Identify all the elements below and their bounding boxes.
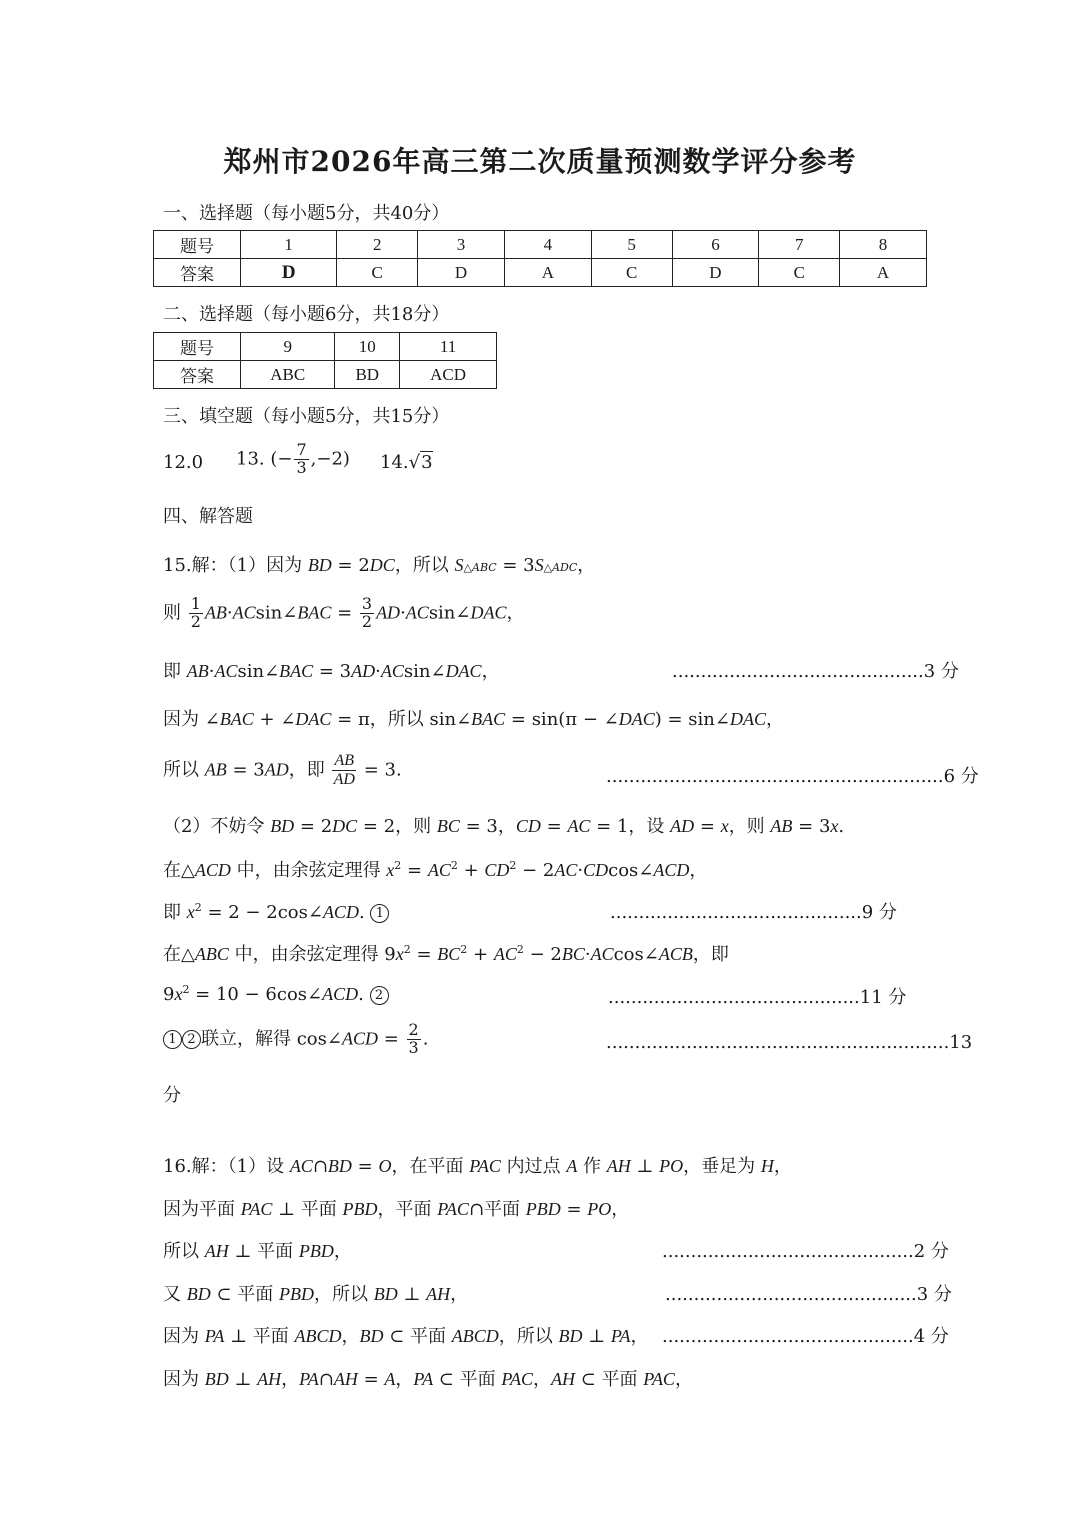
answer-cell: D: [241, 259, 337, 287]
table-row: [154, 259, 927, 287]
page-title: 郑州市2026年高三第二次质量预测数学评分参考: [223, 145, 857, 178]
answer-cell: C: [337, 259, 418, 287]
number-cell: 4: [504, 231, 591, 259]
answer-cell: A: [840, 259, 927, 287]
score-11: ............................................11 分: [608, 987, 907, 1008]
fill-q12-answer: 12.0: [163, 452, 204, 473]
score-6: ...........................................................6 分: [606, 766, 979, 787]
circled-1-icon: 1: [370, 904, 389, 923]
score-9: ............................................9 分: [610, 902, 897, 923]
table-row: [154, 333, 497, 361]
score-13-unit: 分: [163, 1085, 181, 1106]
answer-label-cell: 答案: [154, 259, 241, 287]
number-cell: 9: [241, 333, 335, 361]
number-cell: 5: [591, 231, 672, 259]
q16-line-4: 又 BD ⊂ 平面 PBD，所以 BD ⊥ AH，: [163, 1284, 469, 1305]
q15-line-6: （2）不妨令 BD = 2DC = 2，则 BC = 3，CD = AC = 1，设 AD = x，则 AB = 3x.: [163, 816, 845, 837]
score-16-2: ............................................2 分: [662, 1241, 949, 1262]
fill-q13-answer: 13. (− $\frac{7}{3}$ ,−2): [236, 440, 350, 477]
q16-line-1: 16.解：（1）设 AC∩BD = O，在平面 PAC 内过点 A 作 AH ⊥ PO，垂足为 H，: [163, 1156, 792, 1177]
q15-line-1: 15.解：（1）因为 BD = 2DC，所以 S△ABC = 3S△ADC，: [163, 555, 596, 576]
number-cell: 8: [840, 231, 927, 259]
answer-cell: C: [591, 259, 672, 287]
table-row: [154, 361, 497, 389]
header-label-cell: 题号: [154, 333, 241, 361]
number-cell: 11: [400, 333, 497, 361]
score-16-3: ............................................3 分: [665, 1284, 952, 1305]
score-16-4: ............................................4 分: [662, 1326, 949, 1347]
q16-line-6: 因为 BD ⊥ AH，PA∩AH = A，PA ⊂ 平面 PAC，AH ⊂ 平面 PAC，: [163, 1369, 693, 1390]
q15-line-4: 因为 ∠BAC + ∠DAC = π，所以 sin∠BAC = sin(π − ∠DAC) = sin∠DAC，: [163, 709, 784, 730]
number-cell: 3: [418, 231, 505, 259]
table-row: [154, 231, 927, 259]
score-3: ............................................3 分: [672, 661, 959, 682]
choice-answer-table-2: [153, 332, 497, 389]
section-3-heading: 三、填空题（每小题5分，共15分）: [163, 406, 450, 427]
q15-line-3: 即 AB·ACsin∠BAC = 3AD·ACsin∠DAC，: [163, 661, 500, 682]
number-cell: 2: [337, 231, 418, 259]
header-label-cell: 题号: [154, 231, 241, 259]
fraction: $\frac{7}{3}$: [296, 440, 307, 477]
q15-line-10: $9x^2 = 10$ − 6cos∠ACD. 2: [163, 983, 389, 1005]
score-13: ............................................................13: [606, 1032, 973, 1053]
fill-q14-answer: 14.√3: [380, 452, 433, 473]
answer-cell: A: [504, 259, 591, 287]
q15-line-5: 所以 AB = 3AD，即 $\frac{AB}{AD}$ = 3.: [163, 752, 402, 788]
choice-answer-table-1: [153, 230, 927, 287]
q15-line-8: 即 $x^2 = 2$ − 2cos∠ACD. 1: [163, 898, 389, 924]
number-cell: 7: [759, 231, 840, 259]
section-2-heading: 二、选择题（每小题6分，共18分）: [163, 304, 450, 325]
circled-2-icon: 2: [182, 1030, 201, 1049]
sqrt-sign: √: [408, 452, 421, 473]
answer-cell: BD: [335, 361, 400, 389]
number-cell: 6: [672, 231, 759, 259]
number-cell: 10: [335, 333, 400, 361]
answer-cell: ACD: [400, 361, 497, 389]
q16-line-5: 因为 PA ⊥ 平面 ABCD，BD ⊂ 平面 ABCD，所以 BD ⊥ PA，: [163, 1326, 649, 1347]
circled-2-icon: 2: [370, 986, 389, 1005]
section-4-heading: 四、解答题: [163, 506, 253, 527]
answer-cell: ABC: [241, 361, 335, 389]
q16-line-3: 所以 AH ⊥ 平面 PBD，: [163, 1241, 352, 1262]
answer-cell: C: [759, 259, 840, 287]
section-1-heading: 一、选择题（每小题5分，共40分）: [163, 203, 450, 224]
number-cell: 1: [241, 231, 337, 259]
circled-1-icon: 1: [163, 1030, 182, 1049]
answer-cell: D: [672, 259, 759, 287]
q16-line-2: 因为平面 PAC ⊥ 平面 PBD，平面 PAC∩平面 PBD = PO，: [163, 1199, 630, 1220]
q15-line-9: 在△ABC 中，由余弦定理得 $9x^2 = BC^2 + AC^2$ − 2BC·ACcos∠ACB，即: [163, 943, 729, 965]
q15-line-7: 在△ACD 中，由余弦定理得 $x^2 = AC^2 + CD^2$ − 2AC·CDcos∠ACD，: [163, 859, 708, 881]
answer-label-cell: 答案: [154, 361, 241, 389]
answer-cell: D: [418, 259, 505, 287]
q15-line-11: 1 2 联立，解得 cos∠ACD = $\frac{2}{3}$ .: [163, 1022, 428, 1057]
q15-line-2: 则 $\frac{1}{2}$ AB·ACsin∠BAC = $\frac{3}{2}$ AD·ACsin∠DAC，: [163, 594, 525, 631]
